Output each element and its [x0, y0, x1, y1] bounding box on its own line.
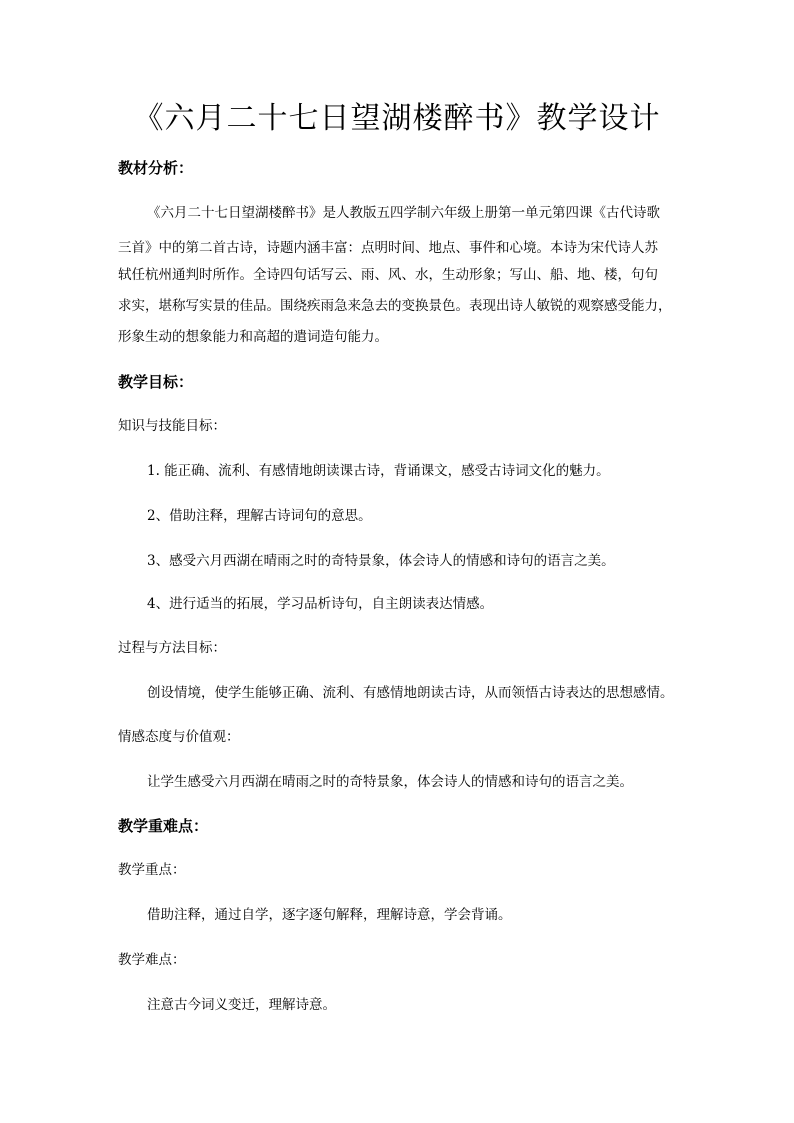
- document-title: 《六月二十七日望湖楼醉书》教学设计: [133, 101, 661, 136]
- analysis-line-2: 三首》中的第二首古诗，诗题内涵丰富：点明时间、地点、事件和心境。本诗为宋代诗人苏: [118, 240, 658, 256]
- process-goals-text: 创设情境，使学生能够正确、流利、有感情地朗读古诗，从而领悟古诗表达的思想感情。: [147, 685, 674, 701]
- knowledge-goal-item-4: 4、进行适当的拓展，学习品析诗句，自主朗读表达情感。: [147, 596, 494, 612]
- analysis-line-4: 求实，堪称写实景的佳品。围绕疾雨急来急去的变换景色。表现出诗人敏锐的观察感受能力，: [118, 298, 672, 314]
- knowledge-goals-label: 知识与技能目标：: [118, 418, 226, 434]
- analysis-line-1: 《六月二十七日望湖楼醉书》是人教版五四学制六年级上册第一单元第四课《古代诗歌: [147, 205, 660, 221]
- section-heading-goals: 教学目标：: [118, 373, 194, 391]
- analysis-line-3: 轼任杭州通判时所作。全诗四句话写云、雨、风、水，生动形象；写山、船、地、楼，句句: [118, 267, 658, 283]
- process-goals-label: 过程与方法目标：: [118, 640, 226, 656]
- knowledge-goal-item-1: 1. 能正确、流利、有感情地朗读课古诗，背诵课文，感受古诗词文化的魅力。: [147, 463, 610, 479]
- teaching-focus-label: 教学重点：: [118, 862, 186, 878]
- knowledge-goal-item-2: 2、借助注释，理解古诗词句的意思。: [147, 508, 372, 524]
- knowledge-goal-item-3: 3、感受六月西湖在晴雨之时的奇特景象，体会诗人的情感和诗句的语言之美。: [147, 553, 615, 569]
- teaching-focus-text: 借助注释，通过自学，逐字逐句解释，理解诗意，学会背诵。: [147, 907, 512, 923]
- analysis-line-5: 形象生动的想象能力和高超的遣词造句能力。: [118, 329, 388, 345]
- section-heading-analysis: 教材分析：: [118, 159, 194, 177]
- teaching-difficulty-label: 教学难点：: [118, 952, 186, 968]
- teaching-difficulty-text: 注意古今词义变迁，理解诗意。: [147, 997, 336, 1013]
- emotion-goals-label: 情感态度与价值观：: [118, 729, 240, 745]
- section-heading-keypoints: 教学重难点：: [118, 817, 209, 835]
- emotion-goals-text: 让学生感受六月西湖在晴雨之时的奇特景象，体会诗人的情感和诗句的语言之美。: [147, 774, 633, 790]
